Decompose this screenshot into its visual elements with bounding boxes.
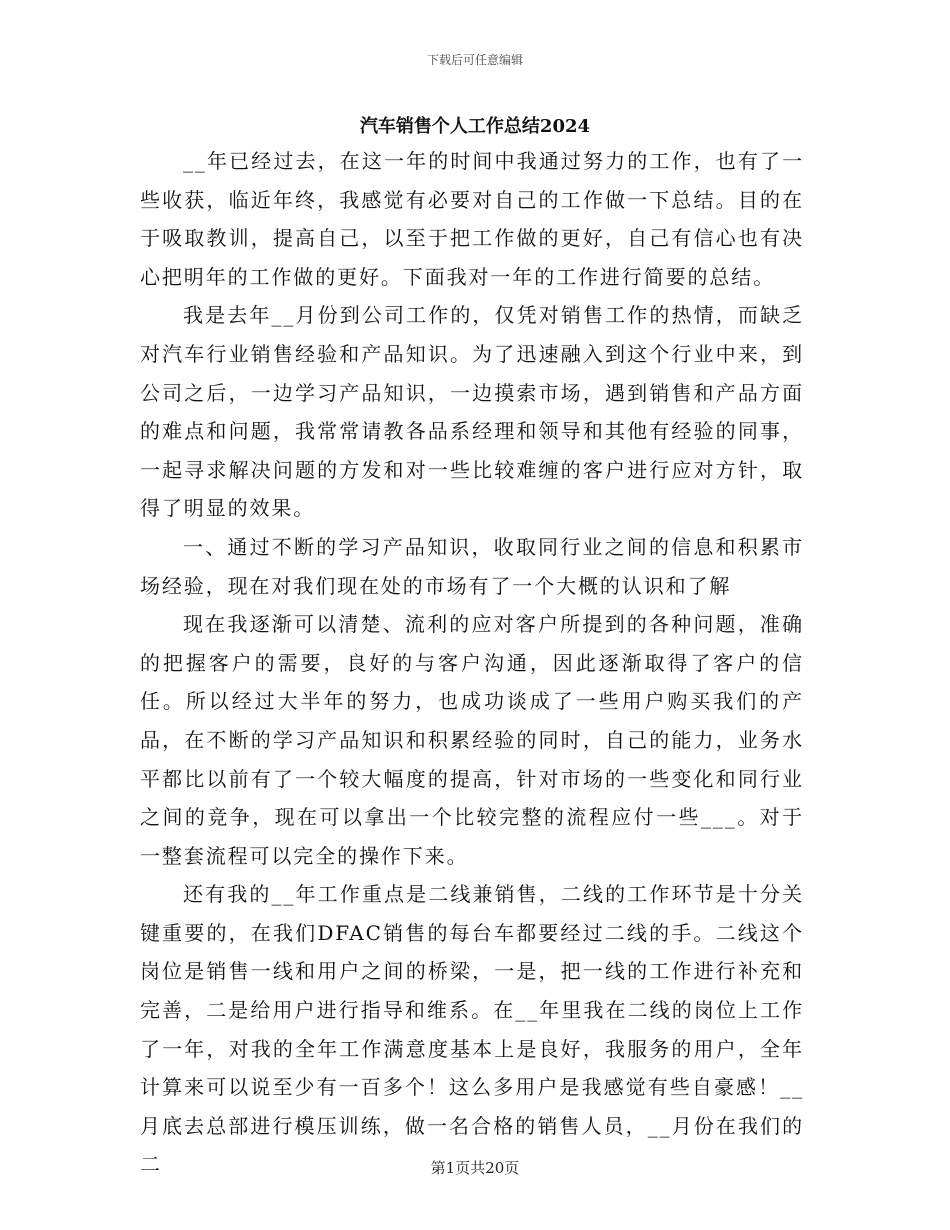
header-note: 下载后可任意编辑: [426, 53, 523, 67]
paragraph-progress: 现在我逐渐可以清楚、流利的应对客户所提到的各种问题，准确的把握客户的需要，良好的与客户沟通，因此逐渐取得了客户的信任。所以经过大半年的努力，也成功谈成了一些用户购买我们的产品，在不断的学习产品知识和积累经验的同时，自己的能力，业务水平都比以前有了一个较大幅度的提高，针对市场的一些变化和同行业之间的竞争，现在可以拿出一个比较完整的流程应付一些___。对于一整套流程可以完全的操作下来。: [140, 612, 804, 868]
paragraph-background: 我是去年__月份到公司工作的，仅凭对销售工作的热情，而缺乏对汽车行业销售经验和产品知识。为了迅速融入到这个行业中来，到公司之后，一边学习产品知识，一边摸索市场，遇到销售和产品方面的难点和问题，我常常请教各品系经理和领导和其他有经验的同事，一起寻求解决问题的方发和对一些比较难缠的客户进行应对方针，取得了明显的效果。: [140, 303, 804, 521]
page-number: 第1页共20页: [430, 1159, 520, 1177]
paragraph-intro: __年已经过去，在这一年的时间中我通过努力的工作，也有了一些收获，临近年终，我感觉有必要对自己的工作做一下总结。目的在于吸取教训，提高自己，以至于把工作做的更好，自己有信心也有决心把明年的工作做的更好。下面我对一年的工作进行简要的总结。: [140, 149, 804, 289]
document-body: [140, 142, 804, 1184]
paragraph-second-line: 还有我的__年工作重点是二线兼销售，二线的工作环节是十分关键重要的，在我们DFAC销售的每台车都要经过二线的手。二线这个岗位是销售一线和用户之间的桥梁，一是，把一线的工作进行补充和完善，二是给用户进行指导和维系。在__年里我在二线的岗位上工作了一年，对我的全年工作满意度基本上是良好，我服务的用户，全年计算来可以说至少有一百多个！这么多用户是我感觉有些自豪感！__月底去总部进行模压训练，做一名合格的销售人员，__月份在我们的二: [140, 882, 804, 1177]
document-title: 汽车销售个人工作总结2024: [359, 116, 591, 137]
paragraph-section-one: 一、通过不断的学习产品知识，收取同行业之间的信息和积累市场经验，现在对我们现在处的市场有了一个大概的认识和了解: [140, 534, 804, 598]
